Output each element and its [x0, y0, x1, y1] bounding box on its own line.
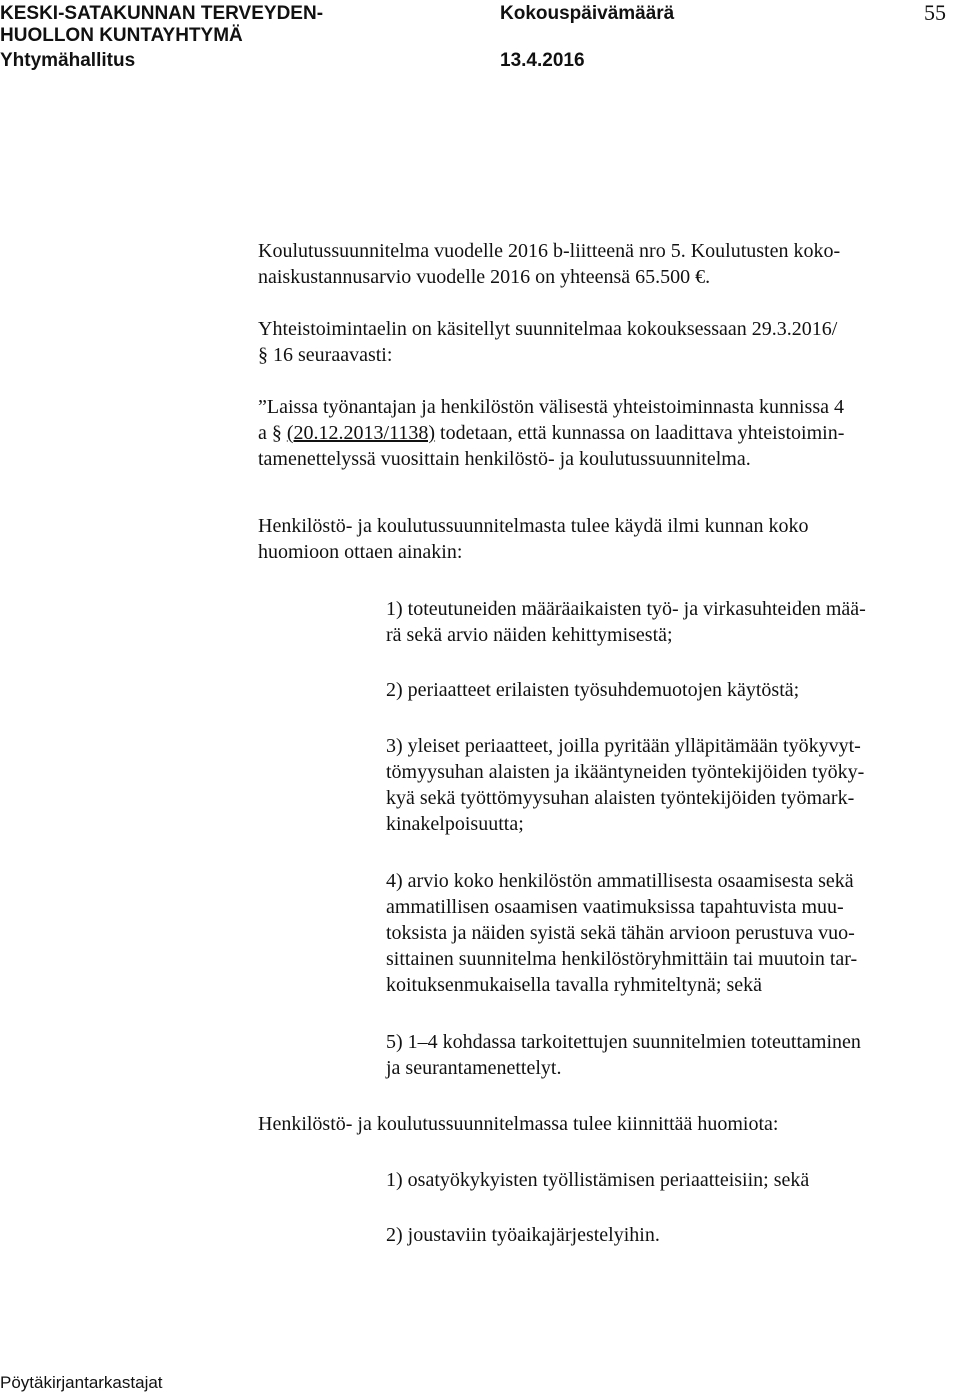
list-item-4-line-1: 4) arvio koko henkilöstön ammatillisesta osaamisesta sekä [386, 870, 854, 892]
list-item-4-line-5: koituksenmukaisella tavalla ryhmiteltynä; sekä [386, 974, 763, 996]
list-item-4-line-2: ammatillisen osaamisen vaatimuksissa tapahtuvista muu- [386, 896, 844, 918]
statute-reference-link[interactable]: (20.12.2013/1138) [286, 422, 436, 444]
page-number: 55 [924, 0, 946, 25]
list-item-5-line-2: ja seurantamenettelyt. [386, 1057, 562, 1079]
list-item-2-line-1: 2) periaatteet erilaisten työsuhdemuotojen käytöstä; [386, 679, 800, 701]
list-item-3-line-3: kyä sekä työttömyysuhan alaisten työntekijöiden työmark- [386, 787, 855, 809]
paragraph-plan-contents-line-2: huomioon ottaen ainakin: [258, 541, 463, 563]
list-item-4-line-4: sittainen suunnitelma henkilöstöryhmittäin tai muutoin tar- [386, 948, 858, 970]
quote-line-2 [258, 420, 844, 446]
list-item-1-line-1: 1) toteutuneiden määräaikaisten työ- ja virkasuhteiden mää- [386, 598, 866, 620]
paragraph-training-plan-line-1: Koulutussuunnitelma vuodelle 2016 b-liitteenä nro 5. Koulutusten koko- [258, 240, 841, 262]
paragraph-plan-contents-line-1: Henkilöstö- ja koulutussuunnitelmasta tulee käydä ilmi kunnan koko [258, 515, 809, 537]
paragraph-training-plan-line-2: naiskustannusarvio vuodelle 2016 on yhteensä 65.500 €. [258, 266, 711, 288]
list-item-3-line-2: tömyysuhan alaisten ja ikääntyneiden työntekijöiden työky- [386, 761, 865, 783]
meeting-date-label: Kokouspäivämäärä [500, 3, 675, 24]
list-item-4-line-3: toksista ja näiden syistä sekä tähän arvioon perustuva vuo- [386, 922, 855, 944]
list-item-1-line-2: rä sekä arvio näiden kehittymisestä; [386, 624, 673, 646]
paragraph-cooperation-body-line-1: Yhteistoimintaelin on käsitellyt suunnitelmaa kokouksessaan 29.3.2016/ [258, 318, 838, 340]
quote-line-3: tamenettelyssä vuosittain henkilöstö- ja koulutussuunnitelma. [258, 448, 751, 470]
quote-line-1: ”Laissa työnantajan ja henkilöstön välisestä yhteistoiminnasta kunnissa 4 [258, 396, 844, 418]
attention-item-1: 1) osatyökykyisten työllistämisen periaatteisiin; sekä [386, 1169, 810, 1191]
quote-line-2-prefix: a § [258, 422, 287, 444]
governing-body: Yhtymähallitus [0, 50, 136, 71]
organization-name-line-2: HUOLLON KUNTAYHTYMÄ [0, 25, 243, 46]
list-item-5-line-1: 5) 1–4 kohdassa tarkoitettujen suunnitelmien toteuttaminen [386, 1031, 861, 1053]
attention-item-2: 2) joustaviin työaikajärjestelyihin. [386, 1224, 660, 1246]
meeting-date: 13.4.2016 [500, 50, 585, 71]
paragraph-attention-points: Henkilöstö- ja koulutussuunnitelmassa tulee kiinnittää huomiota: [258, 1113, 779, 1135]
minutes-reviewers-label: Pöytäkirjantarkastajat [0, 1373, 163, 1392]
list-item-3-line-1: 3) yleiset periaatteet, joilla pyritään ylläpitämään työkyvyt- [386, 735, 861, 757]
paragraph-cooperation-body-line-2: § 16 seuraavasti: [258, 344, 393, 366]
organization-name-line-1: KESKI-SATAKUNNAN TERVEYDEN- [0, 3, 324, 24]
quote-line-2-suffix: todetaan, että kunnassa on laadittava yhteistoimin- [435, 422, 845, 444]
list-item-3-line-4: kinakelpoisuutta; [386, 813, 524, 835]
